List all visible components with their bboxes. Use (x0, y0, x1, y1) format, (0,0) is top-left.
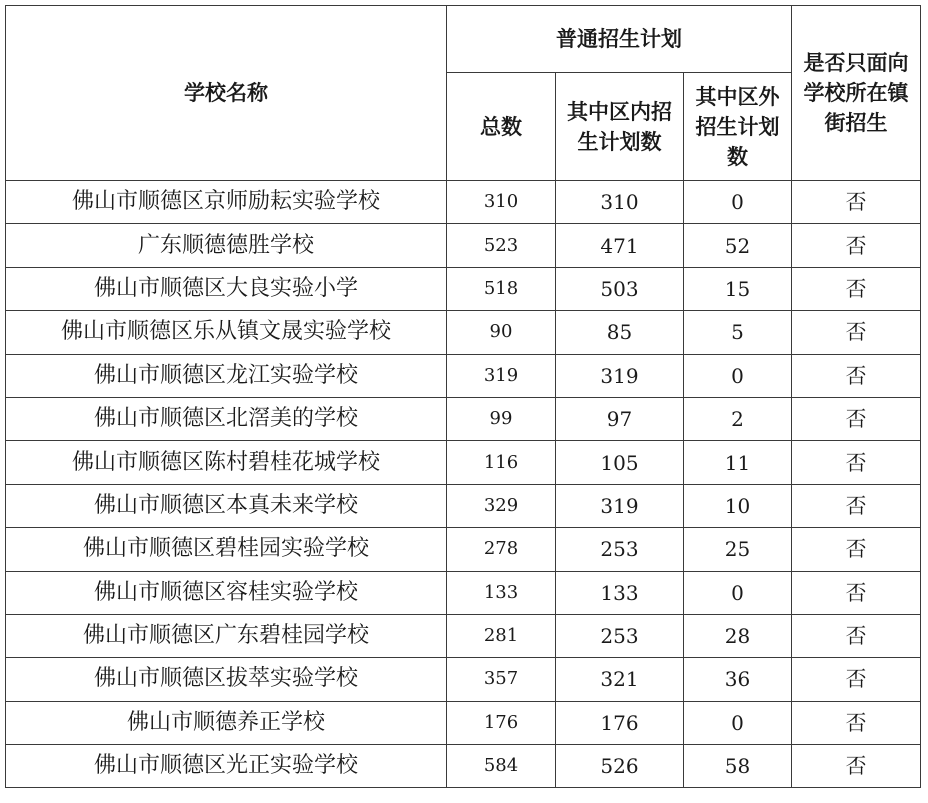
school-name-cell: 佛山市顺德区京师励耘实验学校 (6, 181, 447, 224)
in-district-cell: 253 (556, 528, 684, 571)
in-district-cell: 319 (556, 484, 684, 527)
table-row (6, 614, 921, 657)
school-name-cell: 佛山市顺德区容桂实验学校 (6, 571, 447, 614)
total-cell: 584 (447, 745, 556, 788)
out-district-cell: 52 (684, 224, 792, 267)
school-name-cell: 佛山市顺德区拔萃实验学校 (6, 658, 447, 701)
in-district-cell: 85 (556, 311, 684, 354)
town-only-cell: 否 (792, 224, 921, 267)
table-row (6, 528, 921, 571)
table-row (6, 658, 921, 701)
in-district-cell: 310 (556, 181, 684, 224)
total-cell: 116 (447, 441, 556, 484)
table-row (6, 311, 921, 354)
town-only-cell: 否 (792, 484, 921, 527)
total-cell: 133 (447, 571, 556, 614)
total-cell: 99 (447, 397, 556, 440)
header-out-district: 其中区外招生计划数 (684, 73, 792, 181)
town-only-cell: 否 (792, 658, 921, 701)
school-name-cell: 佛山市顺德区龙江实验学校 (6, 354, 447, 397)
out-district-cell: 0 (684, 354, 792, 397)
total-cell: 278 (447, 528, 556, 571)
total-cell: 310 (447, 181, 556, 224)
school-name-cell: 佛山市顺德区光正实验学校 (6, 745, 447, 788)
out-district-cell: 5 (684, 311, 792, 354)
in-district-cell: 133 (556, 571, 684, 614)
out-district-cell: 0 (684, 701, 792, 744)
out-district-cell: 36 (684, 658, 792, 701)
out-district-cell: 0 (684, 181, 792, 224)
school-name-cell: 佛山市顺德区乐从镇文晟实验学校 (6, 311, 447, 354)
total-cell: 319 (447, 354, 556, 397)
school-name-cell: 广东顺德德胜学校 (6, 224, 447, 267)
out-district-cell: 11 (684, 441, 792, 484)
header-in-district: 其中区内招生计划数 (556, 73, 684, 181)
town-only-cell: 否 (792, 181, 921, 224)
town-only-cell: 否 (792, 311, 921, 354)
total-cell: 176 (447, 701, 556, 744)
enrollment-plan-table-container (5, 5, 921, 788)
in-district-cell: 471 (556, 224, 684, 267)
out-district-cell: 2 (684, 397, 792, 440)
out-district-cell: 10 (684, 484, 792, 527)
in-district-cell: 321 (556, 658, 684, 701)
town-only-cell: 否 (792, 528, 921, 571)
enrollment-plan-table (5, 5, 921, 788)
header-total: 总数 (447, 73, 556, 181)
header-school-name: 学校名称 (6, 6, 447, 181)
school-name-cell: 佛山市顺德区北滘美的学校 (6, 397, 447, 440)
in-district-cell: 176 (556, 701, 684, 744)
in-district-cell: 253 (556, 614, 684, 657)
table-row (6, 397, 921, 440)
table-row (6, 484, 921, 527)
table-row (6, 745, 921, 788)
school-name-cell: 佛山市顺德区本真未来学校 (6, 484, 447, 527)
total-cell: 281 (447, 614, 556, 657)
out-district-cell: 58 (684, 745, 792, 788)
town-only-cell: 否 (792, 614, 921, 657)
total-cell: 329 (447, 484, 556, 527)
total-cell: 518 (447, 267, 556, 310)
total-cell: 357 (447, 658, 556, 701)
header-town-only: 是否只面向学校所在镇街招生 (792, 6, 921, 181)
school-name-cell: 佛山市顺德区碧桂园实验学校 (6, 528, 447, 571)
table-row (6, 571, 921, 614)
town-only-cell: 否 (792, 571, 921, 614)
out-district-cell: 28 (684, 614, 792, 657)
in-district-cell: 105 (556, 441, 684, 484)
town-only-cell: 否 (792, 745, 921, 788)
town-only-cell: 否 (792, 397, 921, 440)
table-row (6, 441, 921, 484)
table-row (6, 354, 921, 397)
town-only-cell: 否 (792, 354, 921, 397)
table-row (6, 224, 921, 267)
out-district-cell: 25 (684, 528, 792, 571)
total-cell: 523 (447, 224, 556, 267)
table-body (6, 181, 921, 788)
header-plan-group: 普通招生计划 (447, 6, 792, 73)
in-district-cell: 319 (556, 354, 684, 397)
table-row (6, 181, 921, 224)
total-cell: 90 (447, 311, 556, 354)
out-district-cell: 0 (684, 571, 792, 614)
in-district-cell: 503 (556, 267, 684, 310)
in-district-cell: 97 (556, 397, 684, 440)
school-name-cell: 佛山市顺德区大良实验小学 (6, 267, 447, 310)
table-row (6, 701, 921, 744)
school-name-cell: 佛山市顺德养正学校 (6, 701, 447, 744)
out-district-cell: 15 (684, 267, 792, 310)
town-only-cell: 否 (792, 701, 921, 744)
school-name-cell: 佛山市顺德区陈村碧桂花城学校 (6, 441, 447, 484)
town-only-cell: 否 (792, 267, 921, 310)
town-only-cell: 否 (792, 441, 921, 484)
table-row (6, 267, 921, 310)
school-name-cell: 佛山市顺德区广东碧桂园学校 (6, 614, 447, 657)
in-district-cell: 526 (556, 745, 684, 788)
